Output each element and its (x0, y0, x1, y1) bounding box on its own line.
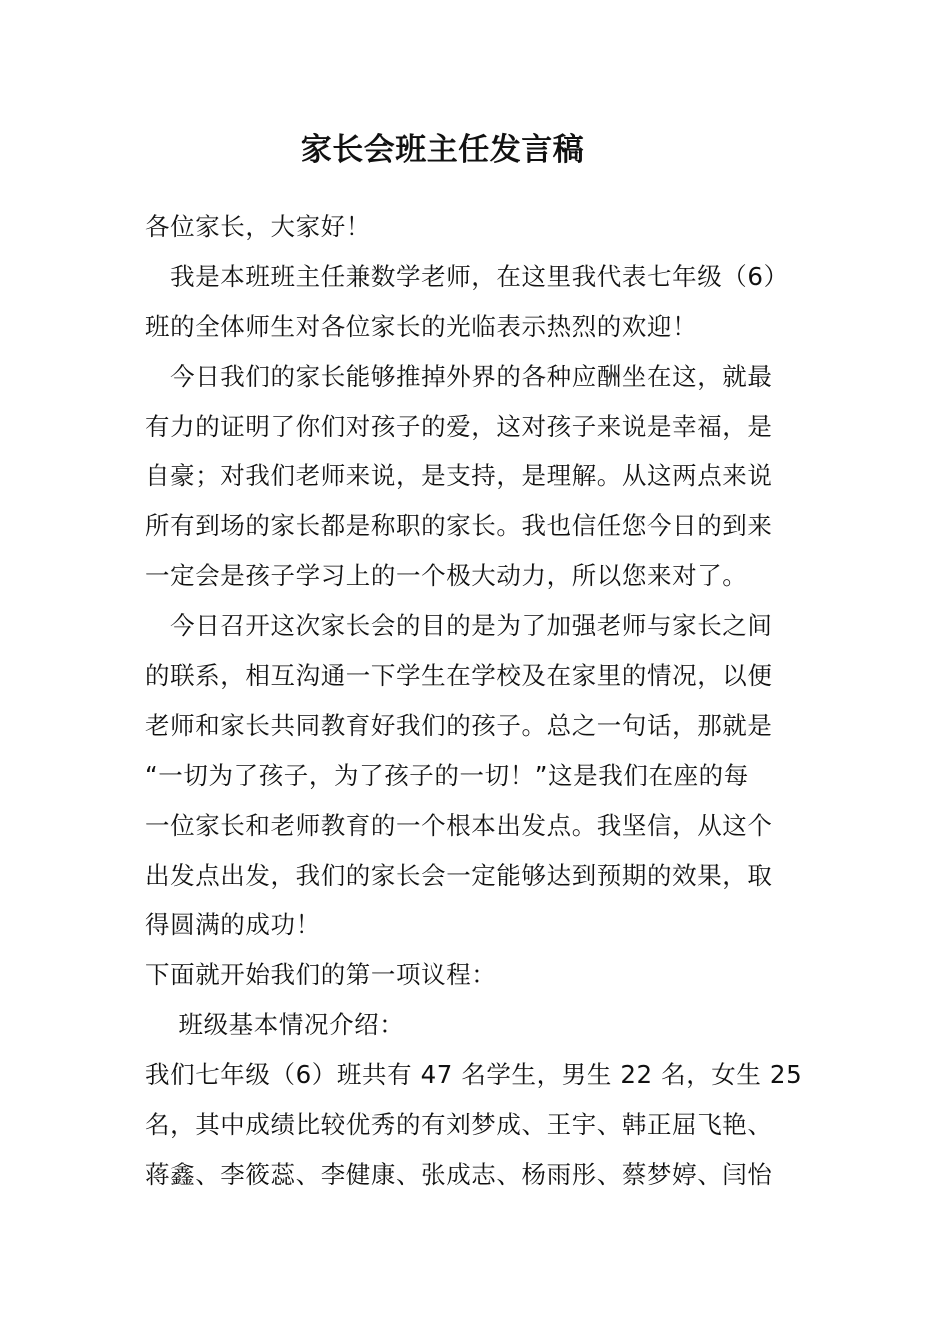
text-line: 有力的证明了你们对孩子的爱，这对孩子来说是幸福，是 (145, 411, 773, 441)
text-line: 一定会是孩子学习上的一个极大动力，所以您来对了。 (145, 561, 748, 591)
text-line: 我是本班班主任兼数学老师，在这里我代表七年级（6） (145, 261, 789, 291)
document-body (145, 202, 810, 1200)
document-title: 家长会班主任发言稿 (300, 132, 585, 168)
text-line: 今日我们的家长能够推掉外界的各种应酬坐在这，就最 (145, 361, 773, 391)
text-line: 的联系，相互沟通一下学生在学校及在家里的情况，以便 (145, 661, 773, 691)
text-line: 出发点出发，我们的家长会一定能够达到预期的效果，取 (145, 860, 773, 890)
text-line: 名，其中成绩比较优秀的有刘梦成、王宇、韩正屈飞艳、 (145, 1110, 773, 1140)
text-line: 一位家长和老师教育的一个根本出发点。我坚信，从这个 (145, 810, 773, 840)
text-line: 我们七年级（6）班共有 47 名学生，男生 22 名，女生 25 (145, 1060, 803, 1090)
text-line: 得圆满的成功！ (145, 910, 321, 940)
text-line: 自豪；对我们老师来说，是支持，是理解。从这两点来说 (145, 461, 773, 491)
text-line: 所有到场的家长都是称职的家长。我也信任您今日的到来 (145, 511, 773, 541)
text-line: 班级基本情况介绍： (145, 1010, 405, 1040)
text-line: 班的全体师生对各位家长的光临表示热烈的欢迎！ (145, 311, 698, 341)
text-line: 下面就开始我们的第一项议程： (145, 960, 497, 990)
text-line: 各位家长，大家好！ (145, 212, 371, 241)
text-line: “一切为了孩子，为了孩子的一切！”这是我们在座的每 (145, 760, 749, 790)
text-line: 老师和家长共同教育好我们的孩子。总之一句话，那就是 (145, 710, 773, 740)
text-line: 蒋鑫、李筱蕊、李健康、张成志、杨雨彤、蔡梦婷、闫怡 (145, 1159, 773, 1189)
text-line: 今日召开这次家长会的目的是为了加强老师与家长之间 (145, 611, 773, 641)
